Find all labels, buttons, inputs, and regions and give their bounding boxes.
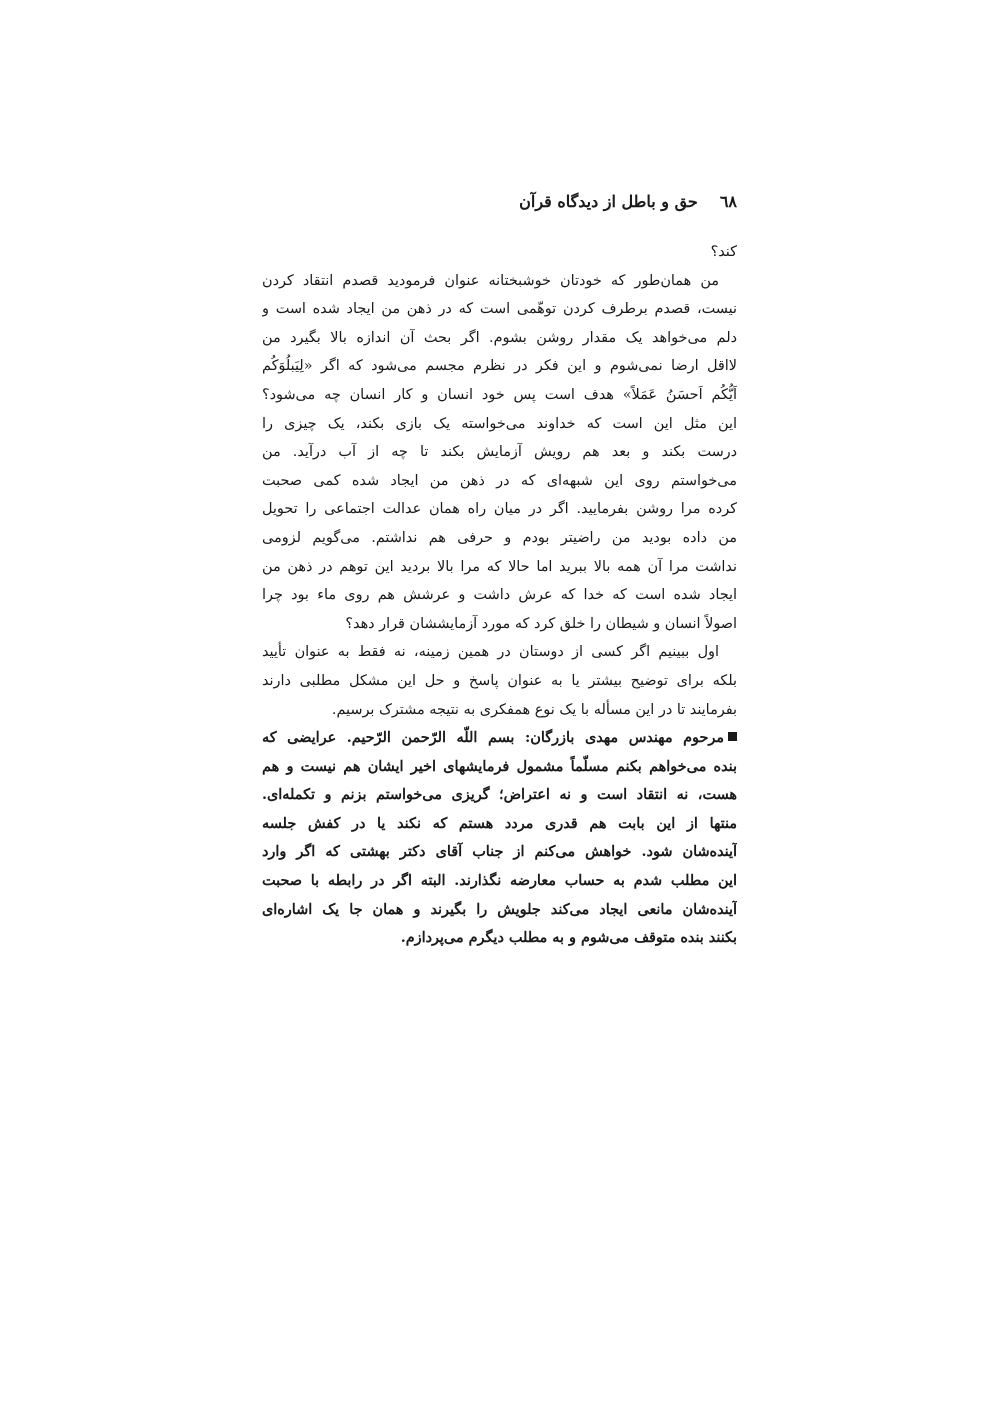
speaker-line: [262, 724, 737, 753]
text-line: می‌خواستم روی این شبهه‌ای که در ذهن من ایجاد شده کمی صحبت: [262, 472, 737, 489]
text-line: من همان‌طور که خودتان خوشبختانه عنوان فرمودید قصدم انتقاد کردن: [262, 272, 719, 289]
book-title: حق و باطل از دیدگاه قرآن: [519, 191, 698, 211]
running-header: [520, 186, 737, 216]
text-line: منتها از این بابت هم قدری مردد هستم که نکند یا در کفش جلسه: [262, 814, 737, 832]
text-line: نداشت مرا آن همه بالا ببرید اما حالا که مرا بالا بردید این توهم در ذهن من: [262, 558, 737, 575]
text-line: نیست، قصدم برطرف کردن توهّمی است که در ذهن من ایجاد شده است و: [262, 301, 737, 318]
text-line: من داده بودید من راضیتر بودم و حرفی هم نداشتم. می‌گویم لزومی: [262, 529, 737, 546]
text-line: اول ببینیم اگر کسی از دوستان در همین زمینه، نه فقط به عنوان تأیید: [262, 644, 719, 661]
text-line: دلم می‌خواهد یک مقدار روشن بشوم. اگر بحث آن اندازه بالا بگیرد من: [262, 329, 737, 346]
text-line: بلکه برای توضیح بیشتر یا به عنوان پاسخ و حل این مشکل مطلبی دارند: [262, 672, 737, 689]
text-line: لااقل ارضا نمی‌شوم و این فکر در نظرم مجسم می‌شود که اگر «لِیَبلُوَکُم: [262, 358, 737, 375]
page-number: ٦٨: [719, 191, 737, 211]
text-line: ایجاد شده است که خدا که عرش داشت و عرشش هم روی ماء بود چرا: [262, 587, 737, 604]
text-line: بکنند بنده متوقف می‌شوم و به مطلب دیگرم می‌پردازم.: [400, 929, 737, 947]
text-line: آینده‌شان شود. خواهش می‌کنم از جناب آقای دکتر بهشتی که اگر وارد: [262, 843, 737, 861]
text-line: مرحوم مهندس مهدی بازرگان: بسم اللّه الرّحمن الرّحیم. عرایضی که: [262, 729, 724, 747]
text-line: آینده‌شان مانعی ایجاد می‌کند جلویش را بگیرند و همان جا یک اشاره‌ای: [262, 900, 737, 918]
text-line: بنده می‌خواهم بکنم مسلّماً مشمول فرمایشهای اخیر ایشان هم نیست و هم: [262, 757, 737, 775]
square-bullet-icon: [728, 732, 737, 741]
text-line: اصولاً انسان و شیطان را خلق کرد که مورد آزمایششان قرار دهد؟: [345, 615, 737, 632]
text-line: هست، نه انتقاد است و نه اعتراض؛ گریزی می‌خواستم بزنم و تکمله‌ای.: [262, 786, 737, 804]
text-line: بفرمایند تا در این مسأله با یک نوع همفکری به نتیجه مشترک برسیم.: [331, 701, 737, 718]
text-line: درست بکند و بعد هم رویش آزمایش بکند تا چه از آب درآید. من: [262, 444, 737, 461]
text-line: اَیُّکُم اَحسَنُ عَمَلاً» هدف است پس خود انسان و کار انسان چه می‌شود؟: [262, 386, 737, 403]
text-line: کرده مرا روشن بفرمایید. اگر در میان راه همان عدالت اجتماعی را تحویل: [262, 501, 737, 518]
body-text: [262, 238, 737, 953]
text-line: این مثل این است که خداوند می‌خواسته یک بازی بکند، یک چیزی را: [262, 415, 737, 432]
text-line: این مطلب شدم به حساب معارضه نگذارند. البته اگر در رابطه با صحبت: [262, 872, 737, 890]
text-line: کند؟: [710, 244, 737, 260]
